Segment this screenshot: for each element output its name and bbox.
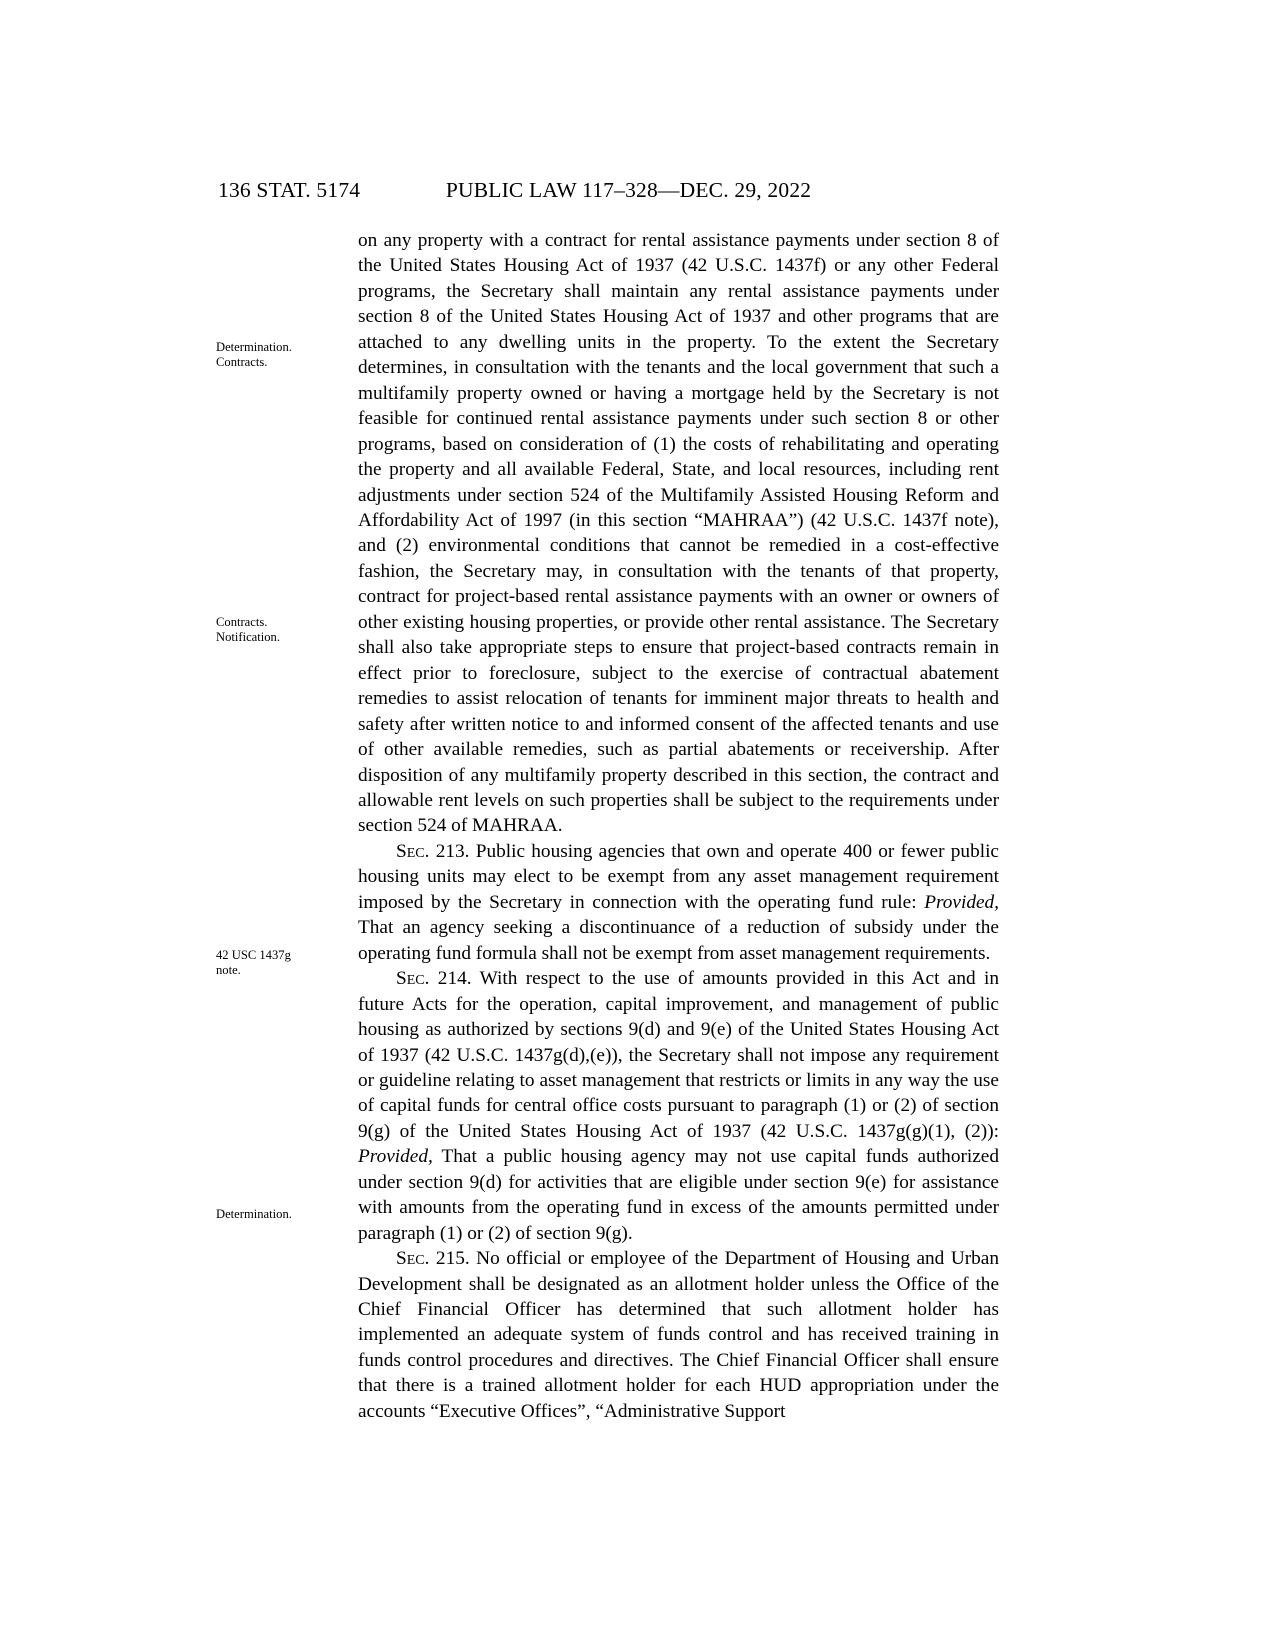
note-42-usc-1437g: [216, 948, 348, 979]
note-determination-contracts: [216, 340, 348, 371]
margin-note-line: note.: [216, 963, 241, 978]
margin-note-line: Determination.: [216, 340, 292, 354]
para-sec-215: Sec. 215. No official or employee of the Department of Housing and Urban Development shall be designated as an allotment holder unless the Office of the Chief Financial Officer has determined that such allotment holder has implemented an adequate system of funds control and has received training in funds control procedures and directives. The Chief Financial Officer shall ensure that there is a trained allotment holder for each HUD appropriation under the accounts “Executive Offices”, “Administrative Support: [358, 1248, 999, 1422]
statute-citation: 136 STAT. 5174: [218, 178, 361, 202]
para-continuation: on any property with a contract for rental assistance payments under section 8 of the United States Housing Act of 1937 (42 U.S.C. 1437f) or any other Federal programs, the Secretary shall maintain any rental assistance payments under section 8 of the United States Housing Act of 1937 and other programs that are attached to any dwelling units in the property. To the extent the Secretary determines, in consultation with the tenants and the local government that such a multifamily property owned or having a mortgage held by the Secretary is not feasible for continued rental assistance payments under such section 8 or other programs, based on consideration of (1) the costs of rehabilitating and operating the property and all available Federal, State, and local resources, including rent adjustments under section 524 of the Multifamily Assisted Housing Reform and Affordability Act of 1997 (in this section “MAHRAA”) (42 U.S.C. 1437f note), and (2) environmental conditions that cannot be remedied in a cost-effective fashion, the Secretary may, in consultation with the tenants of that property, contract for project-based rental assistance payments with an owner or owners of other existing housing properties, or provide other rental assistance. The Secretary shall also take appropriate steps to ensure that project-based contracts remain in effect prior to foreclosure, subject to the exercise of contractual abatement remedies to assist relocation of tenants for imminent major threats to health and safety after written notice to and informed consent of the affected tenants and use of other available remedies, such as partial abatements or receivership. After disposition of any multifamily property described in this section, the contract and allowable rent levels on such properties shall be subject to the requirements under section 524 of MAHRAA.: [358, 230, 999, 837]
para-sec-213: Sec. 213. Public housing agencies that own and operate 400 or fewer public housing units may elect to be exempt from any asset management requirement imposed by the Secretary in connection with the operating fund rule: Provided, That an agency seeking a discontinuance of a reduction of subsidy under the operating fund formula shall not be exempt from asset management requirements.: [358, 840, 999, 964]
note-determination: [216, 1207, 348, 1222]
public-law-citation: PUBLIC LAW 117–328—DEC. 29, 2022: [445, 178, 812, 202]
running-head: [218, 178, 1008, 203]
note-contracts-notification: [216, 615, 348, 646]
margin-note-line: Contracts.: [216, 355, 268, 370]
margin-note-line: 42 USC 1437g: [216, 948, 291, 962]
margin-note-line: Contracts.: [216, 615, 268, 629]
margin-note-line: Notification.: [216, 630, 281, 645]
para-sec-214: Sec. 214. With respect to the use of amounts provided in this Act and in future Acts for the operation, capital improvement, and management of public housing as authorized by sections 9(d) and 9(e) of the United States Housing Act of 1937 (42 U.S.C. 1437g(d),(e)), the Secretary shall not impose any requirement or guideline relating to asset management that restricts or limits in any way the use of capital funds for central office costs pursuant to paragraph (1) or (2) of section 9(g) of the United States Housing Act of 1937 (42 U.S.C. 1437g(g)(1), (2)): Provided, That a public housing agency may not use capital funds authorized under section 9(d) for activities that are eligible under section 9(e) for assistance with amounts from the operating fund in excess of the amounts permitted under paragraph (1) or (2) of section 9(g).: [358, 968, 999, 1244]
body-text-column: [358, 228, 999, 1424]
margin-note-line: Determination.: [216, 1207, 292, 1221]
